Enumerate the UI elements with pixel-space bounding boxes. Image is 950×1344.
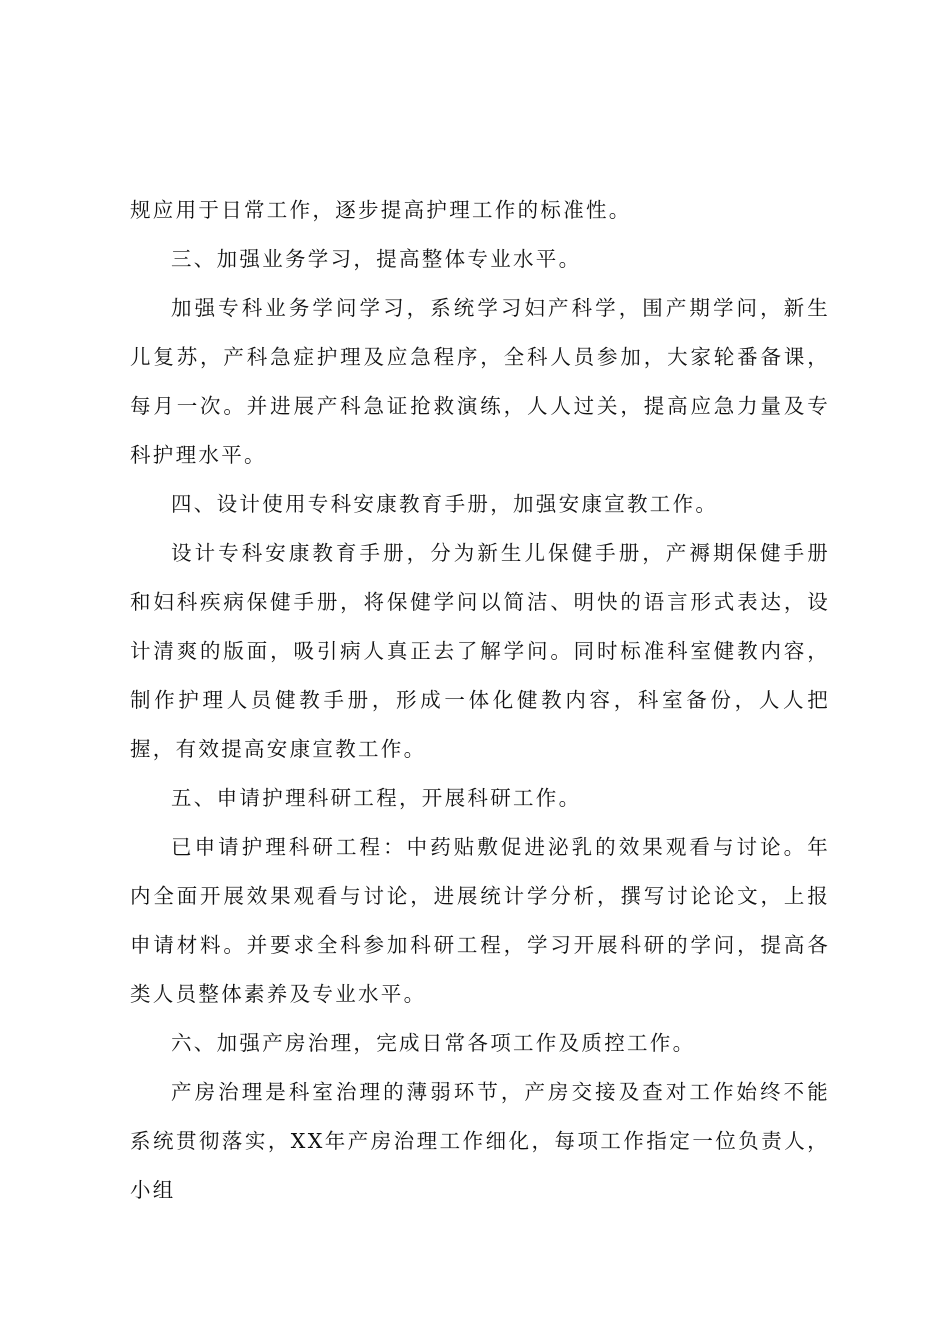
- paragraph-continuation: 规应用于日常工作，逐步提高护理工作的标准性。: [130, 198, 632, 222]
- paragraph-delivery-room: 产房治理是科室治理的薄弱环节，产房交接及查对工作始终不能系统贯彻落实，XX年产房治理工作细化，每项工作指定一位负责人，小组: [130, 1080, 830, 1202]
- paragraph-study: 加强专科业务学问学习，系统学习妇产科学，围产期学问，新生儿复苏，产科急症护理及应急程序，全科人员参加，大家轮番备课，每月一次。并进展产科急证抢救演练，人人过关，提高应急力量及专科护理水平。: [130, 296, 830, 467]
- section-heading-5: 五、申请护理科研工程，开展科研工作。: [171, 786, 582, 810]
- section-heading-3: 三、加强业务学习，提高整体专业水平。: [171, 247, 582, 271]
- section-heading-6: 六、加强产房治理，完成日常各项工作及质控工作。: [171, 1031, 696, 1055]
- paragraph-research: 已申请护理科研工程：中药贴敷促进泌乳的效果观看与讨论。年内全面开展效果观看与讨论，进展统计学分析，撰写讨论论文，上报申请材料。并要求全科参加科研工程，学习开展科研的学问，提高各类人员整体素养及专业水平。: [130, 835, 830, 1006]
- section-heading-4: 四、设计使用专科安康教育手册，加强安康宣教工作。: [171, 492, 719, 516]
- document-body: [130, 186, 830, 1215]
- paragraph-health-manual: 设计专科安康教育手册，分为新生儿保健手册，产褥期保健手册和妇科疾病保健手册，将保健学问以简洁、明快的语言形式表达，设计清爽的版面，吸引病人真正去了解学问。同时标准科室健教内容，制作护理人员健教手册，形成一体化健教内容，科室备份，人人把握，有效提高安康宣教工作。: [130, 541, 830, 761]
